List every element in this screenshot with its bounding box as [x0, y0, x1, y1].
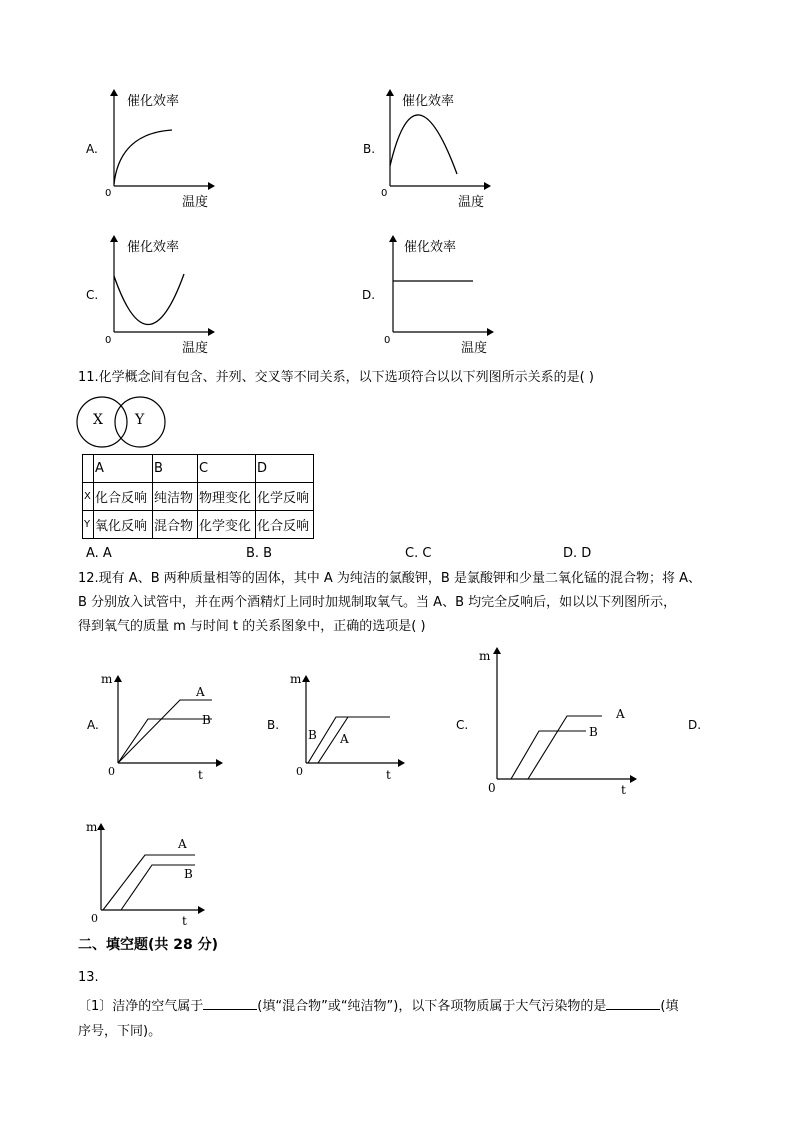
- graph-d: [362, 236, 493, 356]
- option-letter: C.: [456, 718, 469, 732]
- graph-c-ylabel: 催化效率: [127, 240, 180, 255]
- graph-xlabel: t: [198, 768, 203, 782]
- table-cell: D: [256, 455, 314, 483]
- table-cell: X: [83, 483, 94, 511]
- venn-label-x: X: [93, 412, 103, 428]
- graph-ylabel: m: [101, 672, 113, 686]
- graph-origin: 0: [91, 912, 98, 925]
- graph-xlabel: t: [621, 783, 626, 797]
- table-row: [83, 511, 314, 539]
- q13-part1-line: [78, 995, 678, 1014]
- graph-c-origin: 0: [105, 335, 112, 346]
- q12-graph-c: [456, 648, 636, 797]
- curve-b: [390, 115, 457, 174]
- q11-table: [82, 454, 314, 539]
- label-b: B: [308, 728, 317, 742]
- table-cell: 氧化反响: [94, 511, 153, 539]
- graph-d-ylabel: 催化效率: [404, 240, 457, 255]
- curve-c: [114, 274, 184, 325]
- table-row: [83, 455, 314, 483]
- graph-ylabel: m: [86, 820, 98, 834]
- table-cell: Y: [83, 511, 94, 539]
- label-a: A: [340, 732, 349, 746]
- option-letter: B.: [267, 718, 280, 732]
- graph-a: [86, 90, 214, 210]
- q12-line-3: 得到氧气的质量 m 与时间 t 的关系图象中，正确的选项是( ): [78, 619, 426, 634]
- line-b: [308, 717, 390, 763]
- q10-graphs: [0, 0, 794, 370]
- q12-graph-d: [86, 820, 204, 928]
- q11-choice-b[interactable]: B. B: [246, 546, 273, 561]
- graph-b-ylabel: 催化效率: [402, 94, 455, 109]
- venn-diagram: [74, 394, 174, 452]
- label-b: B: [202, 713, 211, 727]
- answer-blank-1[interactable]: [203, 995, 257, 1010]
- table-cell: 化合反响: [256, 511, 314, 539]
- q11-choice-d[interactable]: D. D: [563, 546, 592, 561]
- line-b: [511, 731, 586, 779]
- graph-ylabel: m: [290, 672, 302, 686]
- table-cell: 纯洁物: [153, 483, 198, 511]
- graph-a-ylabel: 催化效率: [127, 94, 180, 109]
- option-letter: A.: [87, 718, 99, 732]
- graph-d-xlabel: 温度: [461, 341, 488, 356]
- q12-graphs: [0, 640, 794, 940]
- q12-graph-a: [87, 672, 222, 782]
- q12-graph-b: [267, 672, 404, 782]
- line-b: [118, 719, 212, 763]
- q12-line-2: B 分别放入试管中，并在两个酒精灯上同时加规制取氧气。当 A、B 均完全反响后，如以以下列图所示，: [78, 595, 677, 610]
- q13-part1-b: (填“混合物”或“纯洁物”)，以下各项物质属于大气污染物的是: [257, 999, 607, 1014]
- graph-xlabel: t: [386, 768, 391, 782]
- graph-xlabel: t: [182, 914, 187, 928]
- q11-choice-c[interactable]: C. C: [405, 546, 432, 561]
- q12-line-1: 12.现有 A、B 两种质量相等的固体，其中 A 为纯洁的氯酸钾，B 是氯酸钾和少量二氧化锰的混合物；将 A、: [78, 571, 701, 586]
- table-cell: 化学变化: [198, 511, 256, 539]
- q13-part1-c: (填: [660, 999, 679, 1014]
- graph-a-letter: A.: [86, 142, 98, 156]
- table-cell: 化合反响: [94, 483, 153, 511]
- table-cell: A: [94, 455, 153, 483]
- q13-part1-d: 序号，下同)。: [78, 1024, 162, 1039]
- label-b: B: [184, 867, 193, 881]
- option-d-letter: D.: [688, 718, 702, 732]
- q11-text: 11.化学概念间有包含、并列、交叉等不同关系，以下选项符合以以下列图所示关系的是( ): [78, 370, 594, 385]
- line-a: [103, 855, 195, 910]
- label-a: A: [616, 707, 625, 721]
- table-cell: 化学反响: [256, 483, 314, 511]
- table-cell: C: [198, 455, 256, 483]
- q13-part1-a: 〔1〕洁净的空气属于: [78, 999, 204, 1014]
- label-a: A: [196, 685, 205, 699]
- graph-b-letter: B.: [363, 142, 376, 156]
- line-a: [318, 717, 390, 763]
- graph-d-letter: D.: [362, 288, 376, 302]
- curve-a: [114, 130, 172, 184]
- q11-choice-a[interactable]: A. A: [86, 546, 112, 561]
- table-row: [83, 483, 314, 511]
- label-a: A: [178, 837, 187, 851]
- graph-d-origin: 0: [384, 335, 391, 346]
- graph-ylabel: m: [479, 649, 491, 663]
- graph-a-origin: 0: [105, 188, 112, 199]
- label-b: B: [589, 725, 598, 739]
- graph-c-letter: C.: [86, 288, 99, 302]
- section-title: 二、填空题(共 28 分): [78, 937, 219, 953]
- graph-c-xlabel: 温度: [182, 341, 209, 356]
- graph-origin: 0: [488, 781, 496, 795]
- graph-b: [363, 90, 490, 210]
- graph-b-origin: 0: [381, 188, 388, 199]
- q13-number: 13.: [78, 970, 99, 985]
- table-cell: [83, 455, 94, 483]
- graph-origin: 0: [108, 765, 115, 778]
- graph-c: [86, 236, 214, 356]
- table-cell: B: [153, 455, 198, 483]
- venn-label-y: Y: [135, 412, 145, 428]
- line-a: [118, 700, 212, 763]
- table-cell: 物理变化: [198, 483, 256, 511]
- graph-a-xlabel: 温度: [182, 195, 209, 210]
- graph-b-xlabel: 温度: [458, 195, 485, 210]
- answer-blank-2[interactable]: [606, 995, 660, 1010]
- graph-origin: 0: [296, 765, 303, 778]
- table-cell: 混合物: [153, 511, 198, 539]
